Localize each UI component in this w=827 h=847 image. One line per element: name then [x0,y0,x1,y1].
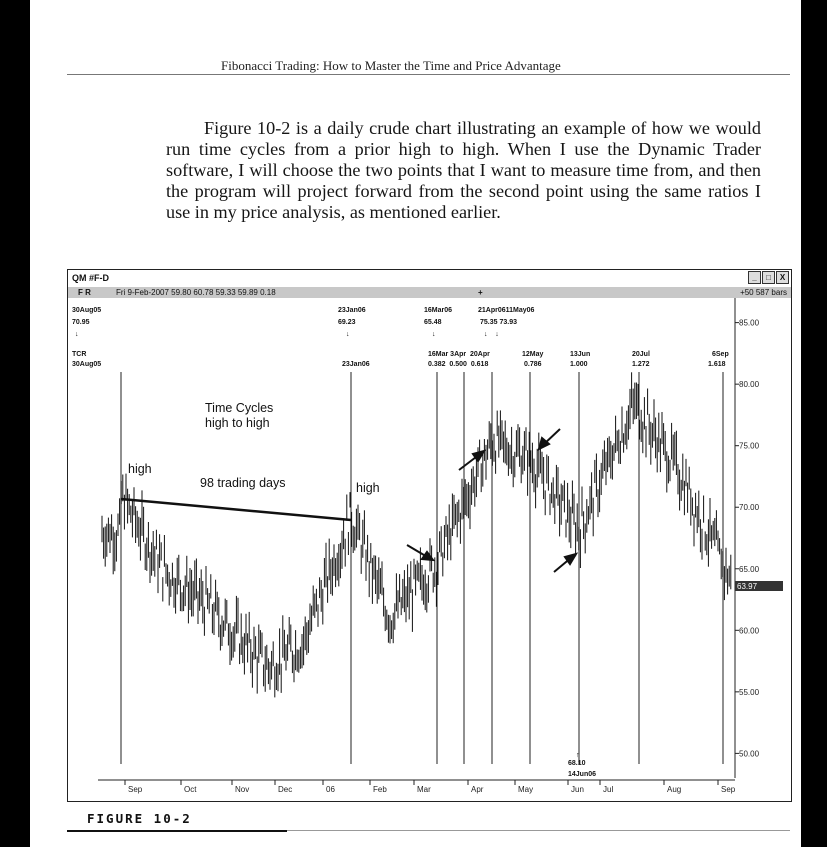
pivot-price-3: 65.48 [424,319,442,326]
x-tick-label: May [518,785,534,794]
chart-window-title: QM #F-D [72,273,109,283]
y-tick-label: 85.00 [739,318,760,328]
maximize-button[interactable]: □ [762,271,775,284]
projection-date-5: 6Sep [712,351,729,358]
pivot-date-4: 21Apr0611May06 [478,307,535,314]
y-tick-label: 70.00 [739,503,760,513]
pivot-arrow-2: ↓ [346,331,350,338]
annotation-time-cycles: Time Cycles [205,401,274,415]
second-point-label: 23Jan06 [342,361,370,368]
low-marker-arrow: ↑ [576,752,580,759]
annotation-high-left: high [128,462,152,476]
projection-ratio-1: 0.382 0.500 0.618 [428,361,489,368]
x-tick-label: Jul [603,785,614,794]
info-right: +50 587 bars [740,288,787,297]
projection-ratio-3: 1.000 [570,361,588,368]
x-tick-label: Jun [571,785,584,794]
caption-rule-light [287,830,790,831]
x-tick-label: Sep [721,785,736,794]
projection-date-2: 12May [522,351,544,358]
body-paragraph: Figure 10-2 is a daily crude chart illustrating an example of how we would run time cycles from a prior high to high. When I use the Dynamic Trader software, I will choose the two points that I want to measure time from, and then the program will project forward from the second point using the same ratios I use in my price analysis, as mentioned earlier. [166,118,761,222]
annotation-high-to-high: high to high [205,416,270,430]
projection-date-1: 16Mar 3Apr 20Apr [428,351,490,358]
chart-title-bar [68,270,791,287]
pivot-price-2: 69.23 [338,319,356,326]
projection-ratio-5: 1.618 [708,361,726,368]
chart-info-bar [68,287,791,298]
projection-date-4: 20Jul [632,351,650,358]
pivot-arrow-4: ↓ ↓ [484,331,499,338]
x-tick-label: Mar [417,785,431,794]
x-tick-label: Feb [373,785,387,794]
window-buttons [748,271,789,284]
right-page-border [801,0,827,847]
y-tick-label: 55.00 [739,687,760,697]
x-tick-label: 06 [326,785,335,794]
book-page [30,0,801,847]
tcr-date: 30Aug05 [72,361,102,368]
x-tick-label: Aug [667,785,682,794]
caption-rule-heavy [67,830,287,832]
y-tick-label: 60.00 [739,626,760,636]
x-tick-label: Nov [235,785,250,794]
projection-ratio-2: 0.786 [524,361,542,368]
y-tick-label: 80.00 [739,380,760,390]
header-rule [67,74,790,75]
projection-date-3: 13Jun [570,351,591,358]
y-tick-label: 50.00 [739,749,760,759]
x-tick-label: Sep [128,785,143,794]
tcr-label: TCR [72,351,87,358]
chart-window [67,269,792,802]
low-marker-date: 14Jun06 [568,771,597,778]
price-chart [68,298,791,800]
info-quote: Fri 9-Feb-2007 59.80 60.78 59.33 59.89 0.18 [116,288,276,297]
info-left: F R [78,288,91,297]
last-price-label: 63.97 [737,582,758,591]
x-tick-label: Dec [278,785,293,794]
y-tick-label: 65.00 [739,564,760,574]
low-marker-price: 68.10 [568,760,586,767]
x-tick-label: Apr [471,785,484,794]
pivot-price-1: 70.95 [72,319,90,326]
close-button[interactable]: X [776,271,789,284]
pivot-arrow-3: ↓ [432,331,436,338]
y-tick-label: 75.00 [739,441,760,451]
pivot-date-1: 30Aug05 [72,307,102,314]
figure-caption: FIGURE 10-2 [87,811,192,826]
high-to-high-trendline [121,499,351,520]
pivot-date-2: 23Jan06 [338,307,366,314]
pivot-date-3: 16Mar06 [424,307,453,314]
x-tick-label: Oct [184,785,197,794]
projection-ratio-4: 1.272 [632,361,650,368]
annotation-high-mid: high [356,481,380,495]
left-page-border [0,0,30,847]
info-plus: + [478,288,483,297]
running-head: Fibonacci Trading: How to Master the Time and Price Advantage [221,58,561,73]
pivot-price-4: 75.35 73.93 [480,319,517,326]
pivot-arrow-1: ↓ [75,331,79,338]
annotation-trading-days: 98 trading days [200,476,286,490]
minimize-button[interactable]: _ [748,271,761,284]
